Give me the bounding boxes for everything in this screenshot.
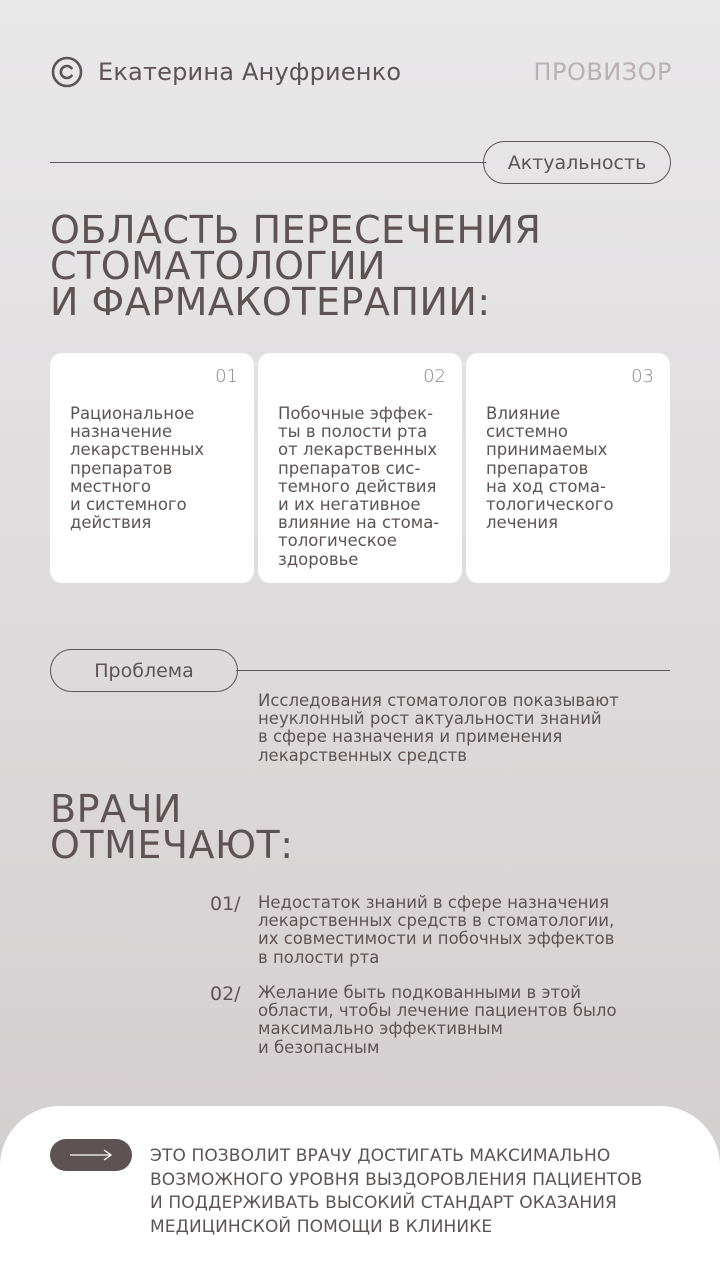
divider-problem [236,670,670,671]
list-item-2 [210,984,680,1057]
list-item-text: Недостаток знаний в сфере назначения лекарственных средств в стоматологии, их совместимости и побочных эффектов в полости рта [258,893,615,967]
card-text: Влияние системно принимаемых препаратов на ход стома- тологического лечения [486,404,614,533]
author-name: Екатерина Ануфриенко [98,58,402,86]
arrow-right-icon [69,1149,113,1161]
brand [50,55,401,89]
role-label: ПРОВИЗОР [533,58,672,86]
relevance-title: ОБЛАСТЬ ПЕРЕСЕЧЕНИЯ СТОМАТОЛОГИИ И ФАРМАКОТЕРАПИИ: [50,208,542,324]
copyright-icon [50,55,84,89]
list-item-number: 02/ [210,983,241,1005]
cards-row [50,353,670,583]
card-number: 03 [631,366,654,387]
arrow-button[interactable] [50,1139,132,1171]
card-1 [50,353,254,583]
list-item-number: 01/ [210,893,241,915]
card-3 [466,353,670,583]
problem-description: Исследования стоматологов показывают неуклонный рост актуальности знаний в сфере назначения и применения лекарственных средств [258,691,619,765]
cta-text: ЭТО ПОЗВОЛИТ ВРАЧУ ДОСТИГАТЬ МАКСИМАЛЬНО ВОЗМОЖНОГО УРОВНЯ ВЫЗДОРОВЛЕНИЯ ПАЦИЕНТОВ И ПОДДЕРЖИВАТЬ ВЫСОКИЙ СТАНДАРТ ОКАЗАНИЯ МЕДИЦИНСКОЙ ПОМОЩИ В КЛИНИКЕ [150,1146,643,1237]
card-number: 02 [423,366,446,387]
header [50,52,672,92]
list-item-text: Желание быть подкованными в этой области, чтобы лечение пациентов было максимально эффективным и безопасным [258,983,617,1057]
card-2 [258,353,462,583]
card-text: Рациональное назначение лекарственных препаратов местного и системного действия [70,404,205,533]
list-item-1 [210,894,680,967]
relevance-pill [483,141,671,184]
card-number: 01 [215,366,238,387]
problem-pill-label: Проблема [94,659,194,682]
relevance-pill-label: Актуальность [507,151,647,174]
card-text: Побочные эффек- ты в полости рта от лекарственных препаратов сис- темного действия и их негативное влияние на стома- тологическое здоровье [278,404,440,569]
divider-relevance [50,162,486,163]
doctors-note-title: ВРАЧИ ОТМЕЧАЮТ: [50,787,294,867]
problem-pill [50,649,238,692]
